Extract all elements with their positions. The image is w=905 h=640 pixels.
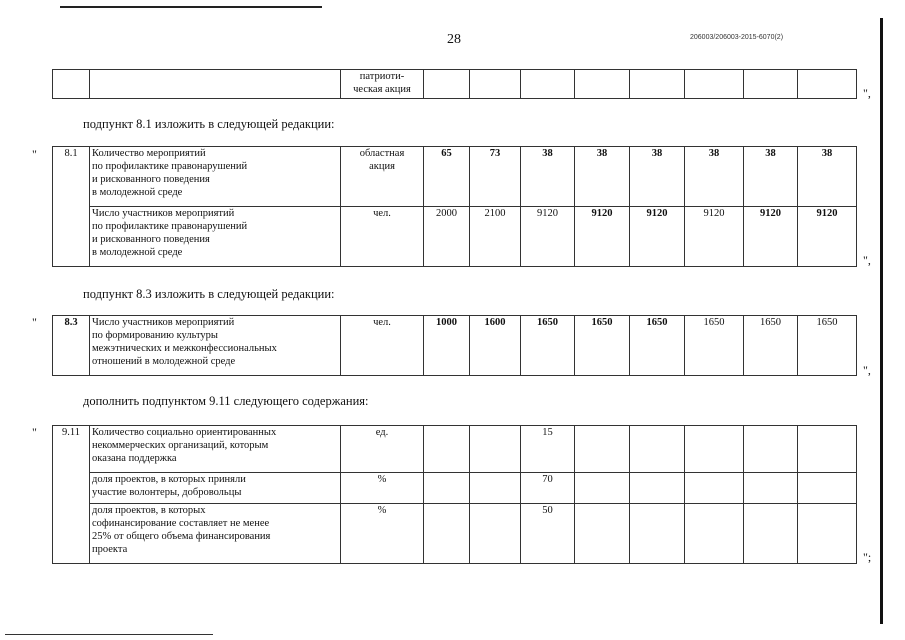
item-number: 8.1 — [53, 147, 90, 267]
value-cell: 9120 — [798, 207, 857, 267]
opening-quote: " — [32, 315, 37, 329]
opening-quote: " — [32, 147, 37, 161]
cell — [90, 70, 341, 99]
unit-cell: ед. — [341, 426, 424, 473]
scan-edge-bar — [880, 18, 883, 624]
value-cell: 9120 — [521, 207, 575, 267]
unit-cell: областная акция — [341, 147, 424, 207]
unit-cell: патриоти- ческая акция — [341, 70, 424, 99]
table-9-11 — [52, 425, 857, 564]
table-row — [53, 426, 857, 473]
table-previous-tail — [52, 69, 857, 99]
value-cell: 1650 — [798, 316, 857, 376]
value-cell: 2100 — [470, 207, 521, 267]
opening-quote: " — [32, 425, 37, 439]
closing-quote: ", — [863, 363, 871, 377]
closing-quote: "; — [863, 550, 872, 564]
value-cell: 1650 — [521, 316, 575, 376]
indicator-description: Количество социально ориентированных некоммерческих организаций, которым оказана поддержка — [90, 426, 341, 473]
paragraph-8-3: подпункт 8.3 изложить в следующей редакции: — [83, 287, 335, 301]
item-number: 9.11 — [53, 426, 90, 564]
document-id: 206003/206003-2015-6070(2) — [690, 34, 784, 41]
table-8-1 — [52, 146, 857, 267]
value-cell: 9120 — [744, 207, 798, 267]
paragraph-8-1: подпункт 8.1 изложить в следующей редакции: — [83, 117, 335, 131]
table-row — [53, 504, 857, 564]
value-cell: 38 — [575, 147, 630, 207]
indicator-description: Число участников мероприятий по профилактике правонарушений и рискованного поведения в молодежной среде — [90, 207, 341, 267]
value-cell: 70 — [521, 473, 575, 504]
unit-cell: чел. — [341, 207, 424, 267]
unit-cell: % — [341, 473, 424, 504]
value-cell: 38 — [521, 147, 575, 207]
unit-cell: чел. — [341, 316, 424, 376]
closing-quote: ", — [863, 86, 871, 100]
value-cell: 1650 — [575, 316, 630, 376]
value-cell: 1600 — [470, 316, 521, 376]
value-cell: 1650 — [744, 316, 798, 376]
value-cell: 65 — [424, 147, 470, 207]
value-cell: 38 — [685, 147, 744, 207]
table-row — [53, 207, 857, 267]
paragraph-9-11: дополнить подпунктом 9.11 следующего содержания: — [83, 394, 369, 408]
footnote-rule — [5, 634, 213, 635]
indicator-description: доля проектов, в которых софинансирование составляет не менее 25% от общего объема финансирования проекта — [90, 504, 341, 564]
indicator-description: доля проектов, в которых приняли участие волонтеры, добровольцы — [90, 473, 341, 504]
item-number: 8.3 — [53, 316, 90, 376]
value-cell: 9120 — [685, 207, 744, 267]
closing-quote: ", — [863, 253, 871, 267]
top-rule — [60, 6, 322, 8]
value-cell: 50 — [521, 504, 575, 564]
value-cell: 1650 — [685, 316, 744, 376]
table-row — [53, 316, 857, 376]
table-row — [53, 473, 857, 504]
cell — [53, 70, 90, 99]
value-cell: 1650 — [630, 316, 685, 376]
table-8-3 — [52, 315, 857, 376]
table-row — [53, 147, 857, 207]
value-cell: 1000 — [424, 316, 470, 376]
value-cell: 38 — [630, 147, 685, 207]
value-cell: 2000 — [424, 207, 470, 267]
value-cell: 9120 — [630, 207, 685, 267]
value-cell: 38 — [744, 147, 798, 207]
page-number: 28 — [447, 32, 461, 47]
value-cell: 38 — [798, 147, 857, 207]
unit-cell: % — [341, 504, 424, 564]
value-cell: 73 — [470, 147, 521, 207]
indicator-description: Число участников мероприятий по формированию культуры межэтнических и межконфессиональных отношений в молодежной среде — [90, 316, 341, 376]
value-cell: 15 — [521, 426, 575, 473]
indicator-description: Количество мероприятий по профилактике правонарушений и рискованного поведения в молодежной среде — [90, 147, 341, 207]
value-cell: 9120 — [575, 207, 630, 267]
